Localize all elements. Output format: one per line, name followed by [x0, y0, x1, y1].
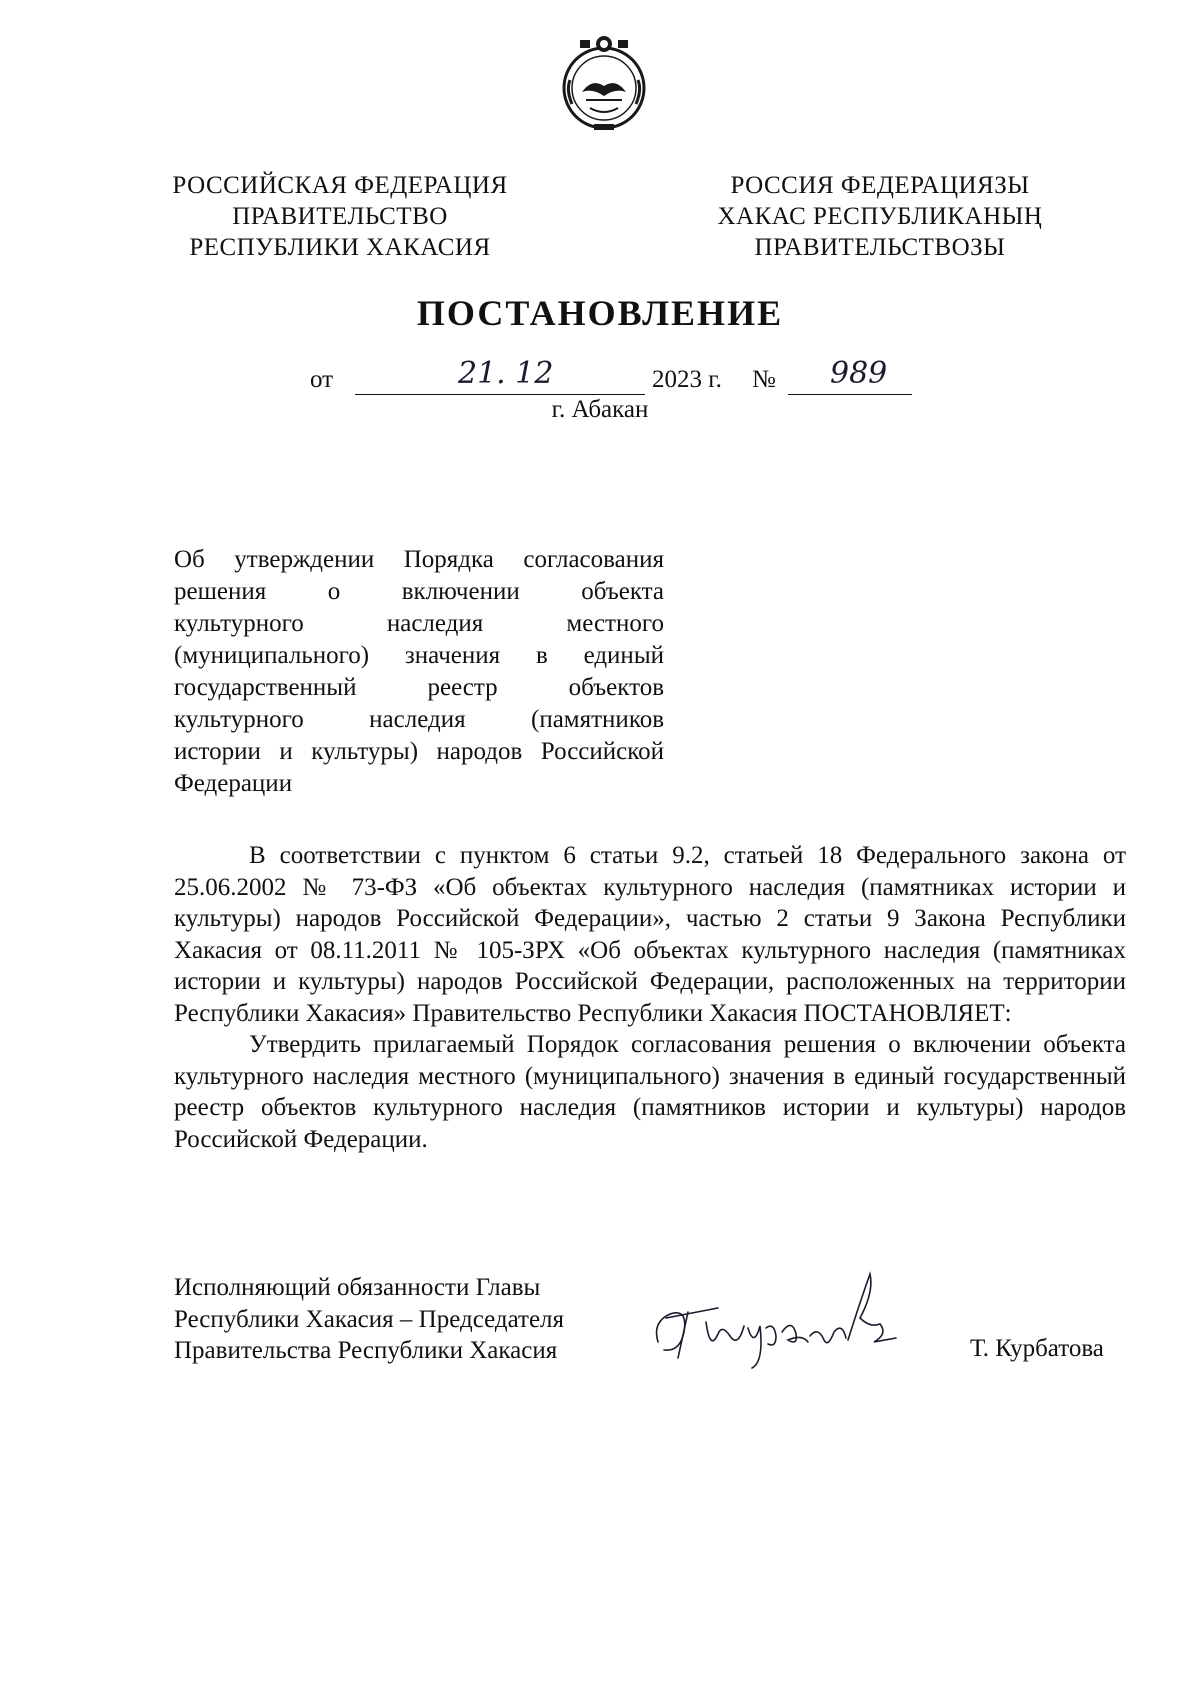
- khakassia-coat-of-arms-icon: [556, 30, 652, 140]
- header-right: [680, 170, 1080, 263]
- signatory-position-line: Правительства Республики Хакасия: [174, 1337, 558, 1364]
- subject-line: истории и культуры) народов Российской: [174, 738, 664, 765]
- subject-line: культурного наследия (памятников: [174, 706, 664, 733]
- year-label: 2023 г.: [652, 366, 722, 393]
- subject-line: Федерации: [174, 770, 293, 797]
- subject-line: Об утверждении Порядка согласования: [174, 546, 664, 573]
- body-text: [174, 840, 1126, 1155]
- subject-block: [174, 544, 664, 800]
- header-right-line-3: ПРАВИТЕЛЬСТВОЗЫ: [754, 234, 1006, 261]
- header-left-line-1: РОССИЙСКАЯ ФЕДЕРАЦИЯ: [172, 172, 508, 199]
- header-right-line-2: ХАКАС РЕСПУБЛИКАНЫҢ: [717, 203, 1043, 230]
- number-handwritten: 989: [830, 356, 888, 391]
- signatory-position-line: Исполняющий обязанности Главы: [174, 1274, 541, 1301]
- header-left-line-2: ПРАВИТЕЛЬСТВО: [232, 203, 448, 230]
- header-right-line-1: РОССИЯ ФЕДЕРАЦИЯЗЫ: [730, 172, 1030, 199]
- subject-line: (муниципального) значения в единый: [174, 642, 664, 669]
- document-title: ПОСТАНОВЛЕНИЕ: [416, 293, 784, 333]
- signatory-name: Т. Курбатова: [970, 1335, 1104, 1362]
- subject-line: решения о включении объекта: [174, 578, 664, 605]
- signatory-position-line: Республики Хакасия – Председателя: [174, 1305, 565, 1333]
- body-paragraph: Утвердить прилагаемый Порядок согласования решения о включении объекта культурного наследия местного (муниципального) значения в единый государственный реестр объектов культурного наследия (памятников истории и культуры) народов Российской Федерации.: [174, 1031, 1126, 1153]
- body-paragraph: В соответствии с пунктом 6 статьи 9.2, статьей 18 Федерального закона от 25.06.2002 № 73-ФЗ «Об объектах культурного наследия (памятниках истории и культуры) народов Российской Федерации», частью 2 статьи 9 Закона Республики Хакасия от 08.11.2011 № 105-ЗРХ «Об объектах культурного наследия (памятниках истории и культуры) народов Российской Федерации, расположенных на территории Республики Хакасия» Правительство Республики Хакасия ПОСТАНОВЛЯЕТ:: [174, 842, 1126, 1027]
- header-left-line-3: РЕСПУБЛИКИ ХАКАСИЯ: [189, 234, 491, 261]
- from-label: от: [310, 366, 334, 393]
- signatory-position: [174, 1272, 564, 1367]
- header-left: [150, 170, 530, 263]
- subject-line: культурного наследия местного: [174, 610, 664, 637]
- date-handwritten: 21. 12: [458, 356, 554, 391]
- handwritten-signature-icon: [648, 1262, 918, 1372]
- city-label: г. Абакан: [551, 396, 649, 423]
- number-label: №: [752, 366, 776, 393]
- subject-line: государственный реестр объектов: [174, 674, 664, 701]
